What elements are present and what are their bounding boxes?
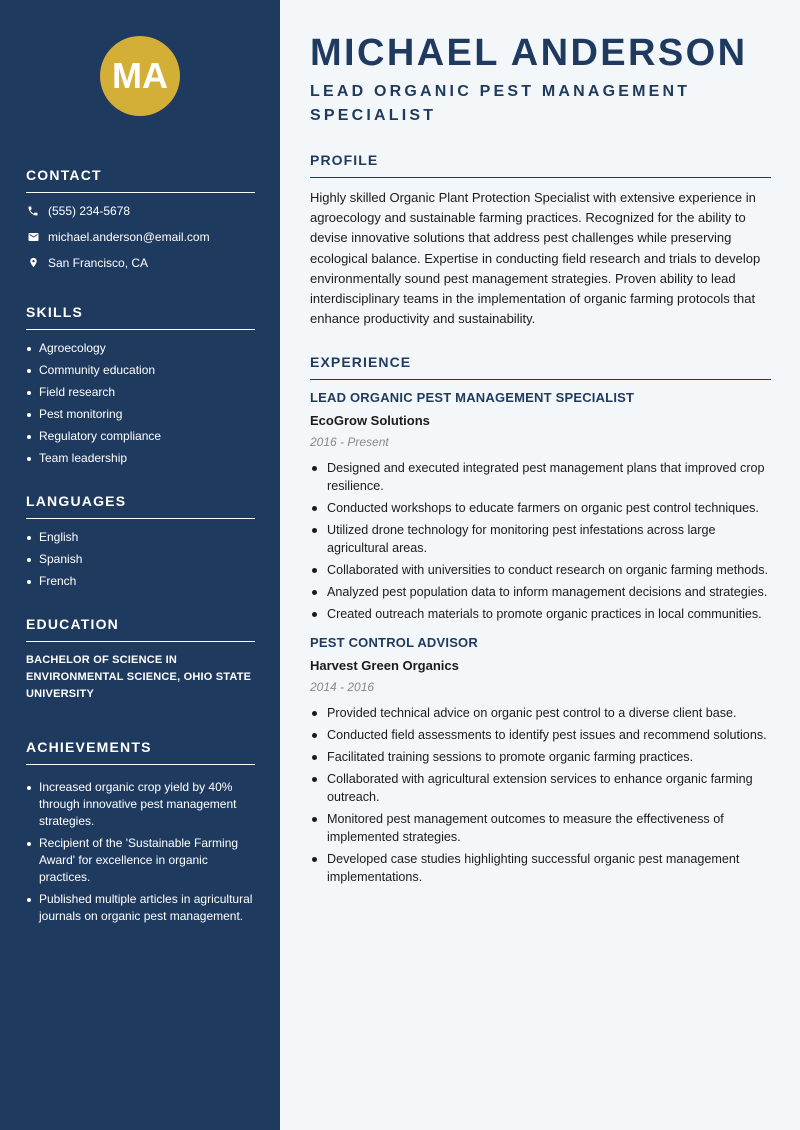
list-item: Team leadership [26, 450, 255, 467]
job-entry [310, 635, 771, 886]
list-item: Facilitated training sessions to promote organic farming practices. [310, 748, 771, 766]
skills-section [26, 304, 255, 467]
list-item: Increased organic crop yield by 40% through innovative pest management strategies. [26, 779, 255, 830]
list-item: Agroecology [26, 340, 255, 357]
education-degree: BACHELOR OF SCIENCE IN ENVIRONMENTAL SCIENCE, OHIO STATE UNIVERSITY [26, 654, 252, 700]
contact-section [26, 167, 255, 270]
contact-list [26, 203, 255, 270]
list-item: Community education [26, 362, 255, 379]
skills-list [26, 340, 255, 467]
job-dates: 2014 - 2016 [310, 680, 375, 695]
contact-phone-text: (555) 234-5678 [48, 203, 131, 218]
candidate-name: MICHAEL ANDERSON [310, 32, 748, 74]
list-item: Created outreach materials to promote organic practices in local communities. [310, 605, 771, 623]
list-item: English [26, 529, 255, 546]
job-company: EcoGrow Solutions [310, 413, 430, 429]
achievements-list [26, 779, 255, 925]
list-item: Collaborated with agricultural extension services to enhance organic farming outreach. [310, 770, 771, 806]
languages-section [26, 493, 255, 590]
profile-heading: PROFILE [310, 152, 771, 178]
contact-location-text: San Francisco, CA [48, 255, 149, 270]
job-entry [310, 390, 771, 623]
languages-heading: LANGUAGES [26, 493, 255, 519]
job-company: Harvest Green Organics [310, 658, 459, 674]
job-title: PEST CONTROL ADVISOR [310, 635, 478, 651]
education-heading: EDUCATION [26, 616, 255, 642]
achievements-section [26, 739, 255, 925]
envelope-icon [26, 230, 40, 244]
list-item: Provided technical advice on organic pest control to a diverse client base. [310, 704, 771, 722]
list-item: Pest monitoring [26, 406, 255, 423]
education-section [26, 616, 255, 703]
main-content [280, 0, 800, 1130]
list-item: Field research [26, 384, 255, 401]
list-item: Analyzed pest population data to inform management decisions and strategies. [310, 583, 771, 601]
job-title: LEAD ORGANIC PEST MANAGEMENT SPECIALIST [310, 390, 635, 406]
list-item: French [26, 573, 255, 590]
list-item: Monitored pest management outcomes to measure the effectiveness of implemented strategies. [310, 810, 771, 846]
list-item: Conducted workshops to educate farmers on organic pest control techniques. [310, 499, 771, 517]
contact-email-text: michael.anderson@email.com [48, 229, 210, 244]
avatar [100, 36, 180, 116]
contact-heading: CONTACT [26, 167, 255, 193]
contact-phone [26, 203, 255, 218]
profile-text: Highly skilled Organic Plant Protection Specialist with extensive experience in agroecology and sustainable farming practices. Recognized for the ability to devise innovative solutions that address pest challenges while preserving ecological balance. Expertise in conducting field research and trials to develop environmentally sound pest management strategies. Proven ability to lead interdisciplinary teams in the implementation of organic farming protocols that enhance productivity and sustainability. [310, 190, 761, 327]
achievements-heading: ACHIEVEMENTS [26, 739, 255, 765]
skills-heading: SKILLS [26, 304, 255, 330]
candidate-title: LEAD ORGANIC PEST MANAGEMENT SPECIALIST [310, 83, 691, 124]
avatar-initials: MA [112, 55, 168, 96]
list-item: Conducted field assessments to identify pest issues and recommend solutions. [310, 726, 771, 744]
contact-location [26, 255, 255, 270]
location-pin-icon [26, 256, 40, 270]
contact-email [26, 229, 255, 244]
experience-section [310, 354, 771, 886]
list-item: Designed and executed integrated pest management plans that improved crop resilience. [310, 459, 771, 495]
experience-heading: EXPERIENCE [310, 354, 771, 380]
job-bullets [310, 704, 771, 886]
list-item: Utilized drone technology for monitoring pest infestations across large agricultural areas. [310, 521, 771, 557]
profile-section [310, 152, 771, 329]
list-item: Recipient of the 'Sustainable Farming Award' for excellence in organic practices. [26, 835, 255, 886]
sidebar [0, 0, 280, 1130]
job-dates: 2016 - Present [310, 435, 389, 450]
phone-icon [26, 204, 40, 218]
list-item: Developed case studies highlighting successful organic pest management implementations. [310, 850, 771, 886]
list-item: Spanish [26, 551, 255, 568]
languages-list [26, 529, 255, 590]
list-item: Published multiple articles in agricultural journals on organic pest management. [26, 891, 255, 925]
job-bullets [310, 459, 771, 623]
list-item: Regulatory compliance [26, 428, 255, 445]
list-item: Collaborated with universities to conduct research on organic farming methods. [310, 561, 771, 579]
